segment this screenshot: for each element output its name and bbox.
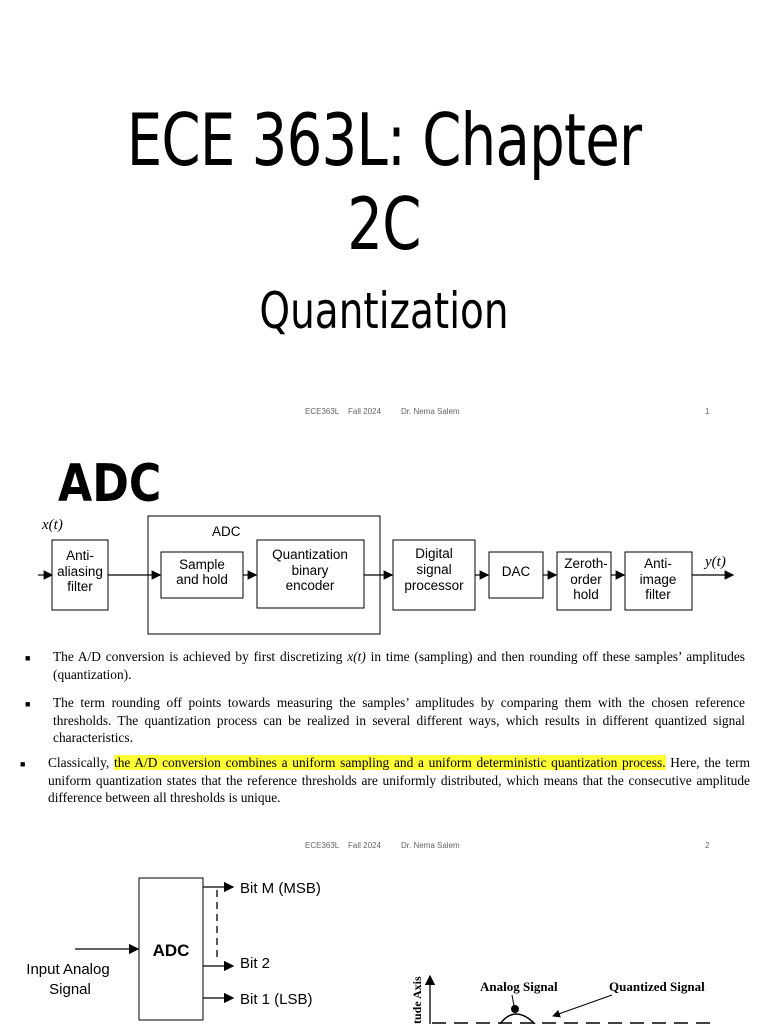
bit-lsb-label: Bit 1 (LSB)	[240, 991, 313, 1008]
bit-msb-label: Bit M (MSB)	[240, 880, 321, 897]
svg-text:processor: processor	[404, 578, 464, 593]
svg-text:signal: signal	[416, 562, 452, 577]
svg-text:Anti-: Anti-	[66, 548, 94, 563]
block-digital-signal-processor	[393, 540, 475, 610]
svg-text:filter: filter	[67, 579, 93, 594]
output-signal-label: y(t)	[705, 554, 726, 570]
adc-box-label: ADC	[152, 941, 190, 960]
svg-text:encoder: encoder	[285, 578, 335, 593]
svg-text:filter: filter	[645, 587, 671, 602]
bullet-marker: ■	[20, 759, 26, 769]
input-signal-label: x(t)	[42, 517, 63, 533]
slide-subtitle: Quantization	[259, 282, 509, 340]
adc-output-diagram	[0, 864, 768, 1024]
footer-author: Dr. Nema Salem	[401, 407, 460, 416]
analog-signal-label: Analog Signal	[480, 979, 558, 994]
bullet-item: ■ The term rounding off points towards measuring the samples’ amplitudes by comparing them with the chosen reference thresholds. The quantization process can be realized in several different ways, which results in different quantized signal characteristics.	[25, 695, 745, 745]
svg-text:Anti-: Anti-	[644, 556, 672, 571]
sample-point	[511, 1005, 519, 1013]
bullet-item: ■ Classically, the A/D conversion combines a uniform sampling and a uniform deterministic quantization process. Here, the term uniform quantization states that the reference thresholds are uniformly distributed, which means that the consecutive amplitude difference between all thresholds is unique.	[20, 755, 750, 805]
footer-course: ECE363L	[305, 841, 340, 850]
block-zeroth-order-hold	[557, 552, 611, 610]
slide-heading: ADC	[58, 454, 162, 514]
adc-block-diagram	[0, 432, 768, 642]
quantized-pointer	[553, 995, 612, 1016]
svg-text:order: order	[570, 572, 602, 587]
quantized-signal-label: Quantized Signal	[609, 979, 705, 994]
input-label-line2: Signal	[49, 981, 91, 998]
svg-text:Quantization: Quantization	[272, 547, 348, 562]
footer-term: Fall 2024	[348, 407, 381, 416]
highlighted-text: the A/D conversion combines a uniform sampling and a uniform deterministic quantization process.	[113, 755, 666, 770]
svg-text:hold: hold	[573, 587, 599, 602]
adc-output-slide	[0, 864, 768, 1024]
bullet-item: ■ The A/D conversion is achieved by first discretizing x(t) in time (sampling) and then rounding off these samples’ amplitudes (quantization).	[25, 649, 745, 682]
svg-text:Sample: Sample	[179, 557, 225, 572]
footer-page: 1	[705, 407, 710, 416]
svg-text:Zeroth-: Zeroth-	[564, 556, 608, 571]
bullet-marker: ■	[25, 699, 31, 709]
block-anti-image-filter	[625, 552, 692, 610]
bit-2-label: Bit 2	[240, 955, 271, 972]
svg-text:Digital: Digital	[415, 546, 453, 561]
bullet-marker: ■	[25, 653, 31, 663]
block-anti-aliasing-filter	[52, 540, 108, 610]
footer-page: 2	[705, 841, 710, 850]
footer-term: Fall 2024	[348, 841, 381, 850]
block-dac	[489, 552, 543, 598]
svg-text:binary: binary	[291, 563, 329, 578]
svg-text:DAC: DAC	[501, 564, 531, 579]
footer-course: ECE363L	[305, 407, 340, 416]
input-label-line1: Input Analog	[26, 961, 110, 978]
adc-slide	[0, 432, 768, 864]
title-slide	[0, 0, 768, 432]
block-sample-and-hold	[161, 552, 243, 598]
bit-output-arrows	[203, 887, 233, 998]
analog-pointer	[512, 995, 514, 1006]
adc-group-label: ADC	[212, 524, 241, 539]
amplitude-axis-label: tude Axis	[410, 976, 424, 1024]
slide-title: ECE 363L: Chapter 2C	[126, 98, 642, 266]
svg-text:aliasing: aliasing	[57, 564, 103, 579]
footer-author: Dr. Nema Salem	[401, 841, 460, 850]
svg-text:image: image	[639, 572, 677, 587]
block-quantization-encoder	[257, 540, 364, 608]
svg-text:and hold: and hold	[176, 572, 228, 587]
